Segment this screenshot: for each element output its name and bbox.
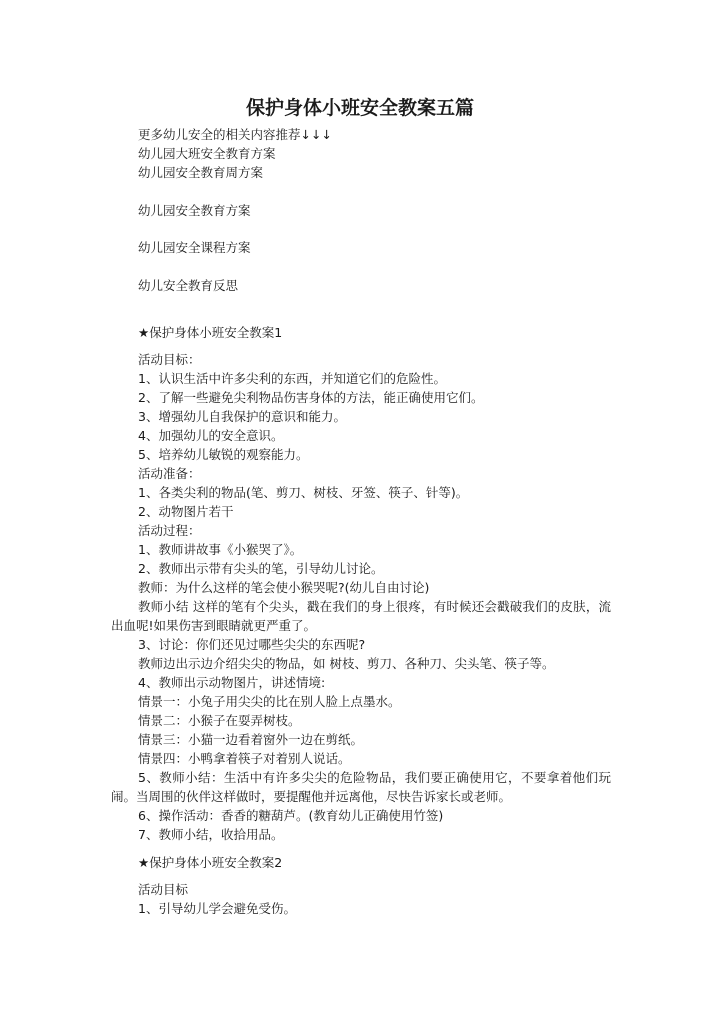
recommend-link[interactable]: 幼儿园大班安全教育方案 xyxy=(138,146,276,161)
recommend-intro: 更多幼儿安全的相关内容推荐↓↓↓ xyxy=(138,127,332,142)
text-line: 情景四：小鸭拿着筷子对着别人说话。 xyxy=(138,751,351,766)
text-line: 2、动物图片若干 xyxy=(138,504,234,519)
text-line: 教师边出示边介绍尖尖的物品，如 树枝、剪刀、各种刀、尖头笔、筷子等。 xyxy=(138,656,555,671)
text-line: 3、增强幼儿自我保护的意识和能力。 xyxy=(138,409,346,424)
section-heading: ★保护身体小班安全教案2 xyxy=(138,855,283,870)
text-line: 活动过程： xyxy=(138,523,201,538)
text-line: 2、教师出示带有尖头的笔，引导幼儿讨论。 xyxy=(138,561,384,576)
recommend-link[interactable]: 幼儿安全教育反思 xyxy=(138,278,239,293)
text-line: 5、培养幼儿敏锐的观察能力。 xyxy=(138,447,309,462)
text-line: 活动目标： xyxy=(138,352,201,367)
text-line: 7、教师小结，收拾用品。 xyxy=(138,827,284,842)
text-line: 4、教师出示动物图片，讲述情境: xyxy=(138,675,326,690)
text-line: 6、操作活动：香香的糖葫芦。(教育幼儿正确使用竹签) xyxy=(138,808,444,823)
text-line: 情景二：小猴子在耍弄树枝。 xyxy=(138,713,301,728)
text-line: 情景三：小猫一边看着窗外一边在剪纸。 xyxy=(138,732,364,747)
text-line: 2、了解一些避免尖利物品伤害身体的方法，能正确使用它们。 xyxy=(138,390,484,405)
text-line: 教师：为什么这样的笔会使小猴哭呢?(幼儿自由讨论) xyxy=(138,580,430,595)
text-line: 1、各类尖利的物品(笔、剪刀、树枝、牙签、筷子、针等)。 xyxy=(138,485,469,500)
text-paragraph: 5、教师小结：生活中有许多尖尖的危险物品，我们要正确使用它，不要拿着他们玩闹。当周围的伙伴这样做时，要提醒他并远离他，尽快告诉家长或老师。 xyxy=(111,770,611,804)
text-line: 活动准备： xyxy=(138,466,201,481)
recommend-link[interactable]: 幼儿园安全课程方案 xyxy=(138,240,251,255)
text-paragraph: 教师小结 这样的笔有个尖头，戳在我们的身上很疼，有时候还会戳破我们的皮肤，流出血呢!如果伤害到眼睛就更严重了。 xyxy=(111,599,611,633)
text-line: 1、认识生活中许多尖利的东西，并知道它们的危险性。 xyxy=(138,371,446,386)
recommend-link[interactable]: 幼儿园安全教育周方案 xyxy=(138,165,264,180)
text-line: 4、加强幼儿的安全意识。 xyxy=(138,428,284,443)
text-line: 情景一：小兔子用尖尖的比在别人脸上点墨水。 xyxy=(138,694,401,709)
section-heading: ★保护身体小班安全教案1 xyxy=(138,325,283,340)
text-line: 活动目标 xyxy=(138,882,189,897)
text-line: 1、引导幼儿学会避免受伤。 xyxy=(138,901,296,916)
document-title: 保护身体小班安全教案五篇 xyxy=(245,97,474,119)
recommend-link[interactable]: 幼儿园安全教育方案 xyxy=(138,203,251,218)
text-line: 3、讨论：你们还见过哪些尖尖的东西呢? xyxy=(138,637,366,652)
text-line: 1、教师讲故事《小猴哭了》。 xyxy=(138,542,303,557)
